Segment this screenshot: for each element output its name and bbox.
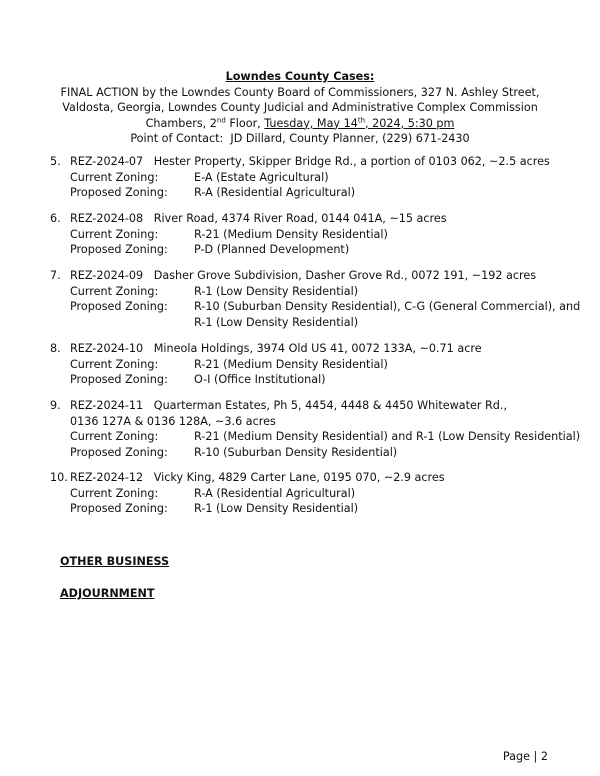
case-item <box>50 470 590 517</box>
current-zoning-row <box>50 227 590 243</box>
proposed-zoning-label <box>70 315 194 331</box>
case-title-line <box>50 211 590 227</box>
meeting-date-sup: th <box>357 115 366 124</box>
current-zoning-row <box>50 284 590 300</box>
case-title: REZ-2024-09 Dasher Grove Subdivision, Dasher Grove Rd., 0072 191, ~192 acres <box>70 269 537 282</box>
case-number: 7. <box>50 269 61 282</box>
proposed-zoning-row <box>50 315 590 331</box>
current-zoning-row <box>50 429 590 445</box>
current-zoning-row <box>50 170 590 186</box>
adjournment-heading: ADJOURNMENT <box>60 587 155 600</box>
proposed-zoning-label: Proposed Zoning: <box>70 373 168 386</box>
current-zoning-label: Current Zoning: <box>70 486 159 500</box>
proposed-zoning-value: R-1 (Low Density Residential) <box>194 315 359 329</box>
proposed-zoning-value: R-A (Residential Agricultural) <box>194 186 356 199</box>
case-item <box>50 154 590 201</box>
case-title-line <box>50 268 590 284</box>
proposed-zoning-value: P-D (Planned Development) <box>194 243 350 256</box>
case-title-line <box>50 398 590 414</box>
current-zoning-row <box>50 486 590 502</box>
case-number: 10. <box>50 471 68 484</box>
current-zoning-value: R-21 (Medium Density Residential) <box>194 357 388 371</box>
current-zoning-value: R-21 (Medium Density Residential) and R-1 (Low Density Residential) <box>194 430 581 443</box>
case-title-line <box>50 341 590 357</box>
other-business-heading: OTHER BUSINESS <box>60 555 170 568</box>
case-title: REZ-2024-11 Quarterman Estates, Ph 5, 4454, 4448 & 4450 Whitewater Rd., <box>70 399 508 412</box>
proposed-zoning-value: R-10 (Suburban Density Residential) <box>194 445 398 459</box>
current-zoning-label: Current Zoning: <box>70 170 159 184</box>
current-zoning-label: Current Zoning: <box>70 284 159 298</box>
case-title-line <box>50 154 590 170</box>
current-zoning-label: Current Zoning: <box>70 357 159 371</box>
current-zoning-value: R-21 (Medium Density Residential) <box>194 227 388 241</box>
current-zoning-value: E-A (Estate Agricultural) <box>194 170 329 184</box>
case-item <box>50 341 590 388</box>
page-header <box>0 69 600 147</box>
current-zoning-label: Current Zoning: <box>70 430 159 443</box>
meeting-date-a: Tuesday, May 14 <box>264 116 358 130</box>
proposed-zoning-row <box>50 299 590 315</box>
case-item <box>50 211 590 258</box>
case-number <box>50 414 70 430</box>
current-zoning-label: Current Zoning: <box>70 227 159 241</box>
case-title: REZ-2024-08 River Road, 4374 River Road, 0144 041A, ~15 acres <box>70 212 447 225</box>
case-title: REZ-2024-10 Mineola Holdings, 3974 Old US 41, 0072 133A, ~0.71 acre <box>70 342 482 355</box>
meeting-date <box>264 117 454 130</box>
meeting-date-b: , 2024, 5:30 pm <box>365 116 455 130</box>
header-line-3 <box>0 116 600 132</box>
case-title: REZ-2024-12 Vicky King, 4829 Carter Lane, 0195 070, ~2.9 acres <box>70 471 445 484</box>
proposed-zoning-row <box>50 445 590 461</box>
case-item <box>50 268 590 330</box>
current-zoning-value: R-A (Residential Agricultural) <box>194 486 356 500</box>
case-number: 8. <box>50 342 61 355</box>
case-title: 0136 127A & 0136 128A, ~3.6 acres <box>70 414 276 428</box>
point-of-contact: Point of Contact: JD Dillard, County Planner, (229) 671-2430 <box>130 132 470 145</box>
proposed-zoning-label: Proposed Zoning: <box>70 186 168 199</box>
header-line-3-sup: nd <box>216 115 226 124</box>
header-line-3-mid: Floor, <box>225 116 265 130</box>
current-zoning-value: R-1 (Low Density Residential) <box>194 284 359 298</box>
header-line-3-prefix: Chambers, 2 <box>145 116 217 130</box>
header-line-2: Valdosta, Georgia, Lowndes County Judicial and Administrative Complex Commission <box>62 101 538 114</box>
proposed-zoning-row <box>50 242 590 258</box>
page-number: Page | 2 <box>502 750 548 763</box>
proposed-zoning-row <box>50 372 590 388</box>
proposed-zoning-label: Proposed Zoning: <box>70 243 168 256</box>
case-number: 6. <box>50 212 61 225</box>
proposed-zoning-label: Proposed Zoning: <box>70 300 168 313</box>
proposed-zoning-label: Proposed Zoning: <box>70 445 168 459</box>
case-number: 9. <box>50 399 61 412</box>
case-item <box>50 398 590 460</box>
case-title-line <box>50 470 590 486</box>
proposed-zoning-row <box>50 501 590 517</box>
case-title: REZ-2024-07 Hester Property, Skipper Bridge Rd., a portion of 0103 062, ~2.5 acres <box>70 155 550 168</box>
proposed-zoning-value: R-10 (Suburban Density Residential), C-G (General Commercial), and <box>194 300 581 313</box>
proposed-zoning-value: O-I (Office Institutional) <box>194 373 326 386</box>
case-number: 5. <box>50 155 61 168</box>
case-title-line <box>50 414 590 430</box>
header-line-1: FINAL ACTION by the Lowndes County Board of Commissioners, 327 N. Ashley Street, <box>60 85 540 99</box>
proposed-zoning-row <box>50 185 590 201</box>
page-title: Lowndes County Cases: <box>225 70 375 83</box>
current-zoning-row <box>50 357 590 373</box>
proposed-zoning-label: Proposed Zoning: <box>70 502 168 515</box>
proposed-zoning-value: R-1 (Low Density Residential) <box>194 502 359 515</box>
